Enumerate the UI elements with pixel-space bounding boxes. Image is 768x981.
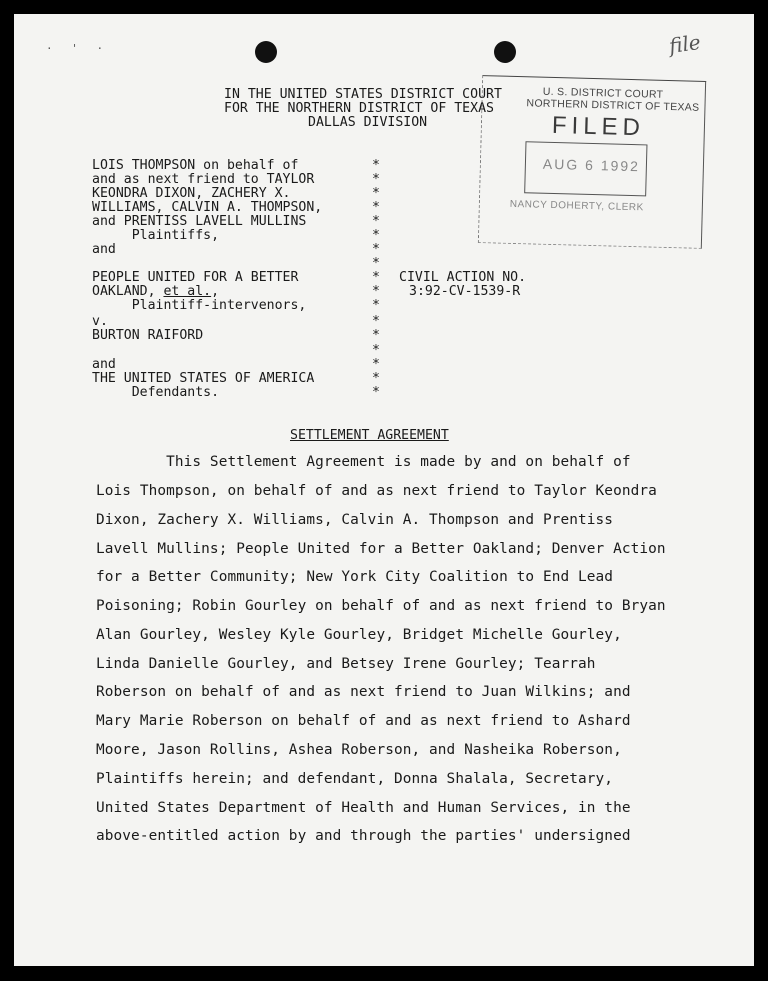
body-line: Moore, Jason Rollins, Ashea Roberson, and Nasheika Roberson, — [96, 742, 622, 758]
body-line: for a Better Community; New York City Coalition to End Lead — [96, 569, 614, 585]
court-header-line-1: IN THE UNITED STATES DISTRICT COURT — [224, 87, 502, 102]
body-line: United States Department of Health and Human Services, in the — [96, 800, 631, 816]
handwritten-note: file — [667, 29, 703, 59]
caption-oakland: OAKLAND, — [92, 284, 164, 299]
caption-et-al-suffix: , — [211, 284, 220, 299]
caption-left-line: THE UNITED STATES OF AMERICA — [92, 371, 315, 386]
caption-left-line: PEOPLE UNITED FOR A BETTER — [92, 270, 299, 285]
caption-left-line: KEONDRA DIXON, ZACHERY X. — [92, 186, 291, 201]
stamp-filed: FILED — [551, 111, 646, 142]
document-page — [14, 14, 754, 966]
caption-asterisk: * — [372, 328, 380, 343]
body-line: above-entitled action by and through the parties' undersigned — [96, 828, 631, 844]
caption-asterisk: * — [372, 214, 380, 229]
body-line: Linda Danielle Gourley, and Betsey Irene Gourley; Tearrah — [96, 656, 596, 672]
caption-asterisk: * — [372, 284, 380, 299]
body-line: Roberson on behalf of and as next friend to Juan Wilkins; and — [96, 684, 631, 700]
caption-asterisk: * — [372, 343, 380, 358]
caption-asterisk: * — [372, 172, 380, 187]
civil-action-label: CIVIL ACTION NO. — [399, 270, 527, 285]
caption-left-line — [92, 285, 219, 299]
caption-asterisk: * — [372, 256, 380, 271]
caption-left-line: Plaintiff-intervenors, — [92, 298, 307, 313]
caption-left-line: Plaintiffs, — [92, 228, 220, 243]
caption-left-line: BURTON RAIFORD — [92, 328, 204, 343]
stamp-district: NORTHERN DISTRICT OF TEXAS — [526, 97, 700, 114]
caption-left-line: and as next friend to TAYLOR — [92, 172, 315, 187]
body-line: Dixon, Zachery X. Williams, Calvin A. Thompson and Prentiss — [96, 512, 614, 528]
caption-asterisk: * — [372, 371, 380, 386]
body-line: Lois Thompson, on behalf of and as next friend to Taylor Keondra — [96, 483, 657, 499]
court-header-line-2: FOR THE NORTHERN DISTRICT OF TEXAS — [224, 101, 494, 116]
caption-left-line: v. — [92, 314, 108, 329]
caption-asterisk: * — [372, 158, 380, 173]
document-title: SETTLEMENT AGREEMENT — [290, 428, 449, 443]
caption-asterisk: * — [372, 298, 380, 313]
body-line: Alan Gourley, Wesley Kyle Gourley, Bridget Michelle Gourley, — [96, 627, 622, 643]
body-line: Poisoning; Robin Gourley on behalf of and as next friend to Bryan — [96, 598, 666, 614]
caption-et-al: et al. — [163, 284, 212, 299]
body-line: Mary Marie Roberson on behalf of and as next friend to Ashard — [96, 713, 631, 729]
caption-left-line: and PRENTISS LAVELL MULLINS — [92, 214, 307, 229]
filed-stamp — [478, 75, 706, 249]
caption-left-line: and — [92, 242, 116, 257]
caption-left-line: LOIS THOMPSON on behalf of — [92, 158, 299, 173]
caption-asterisk: * — [372, 186, 380, 201]
caption-asterisk: * — [372, 270, 380, 285]
caption-left-line: Defendants. — [92, 385, 220, 400]
caption-left-line: and — [92, 357, 116, 372]
caption-left-line: WILLIAMS, CALVIN A. THOMPSON, — [92, 200, 323, 215]
punch-hole-right — [494, 41, 516, 63]
caption-asterisk: * — [372, 242, 380, 257]
body-line: Lavell Mullins; People United for a Better Oakland; Denver Action — [96, 541, 666, 557]
caption-asterisk: * — [372, 357, 380, 372]
scan-specks: · ' · — [46, 42, 110, 55]
caption-asterisk: * — [372, 200, 380, 215]
court-header-line-3: DALLAS DIVISION — [308, 115, 428, 130]
punch-hole-left — [255, 41, 277, 63]
body-line: Plaintiffs herein; and defendant, Donna Shalala, Secretary, — [96, 771, 614, 787]
civil-action-number: 3:92-CV-1539-R — [409, 284, 521, 299]
body-line: This Settlement Agreement is made by and on behalf of — [96, 454, 631, 470]
stamp-court: U. S. DISTRICT COURT — [542, 85, 664, 101]
caption-asterisk: * — [372, 228, 380, 243]
caption-asterisk: * — [372, 385, 380, 400]
stamp-date: AUG 6 1992 — [542, 155, 641, 175]
stamp-clerk: NANCY DOHERTY, CLERK — [509, 198, 644, 214]
caption-asterisk: * — [372, 314, 380, 329]
